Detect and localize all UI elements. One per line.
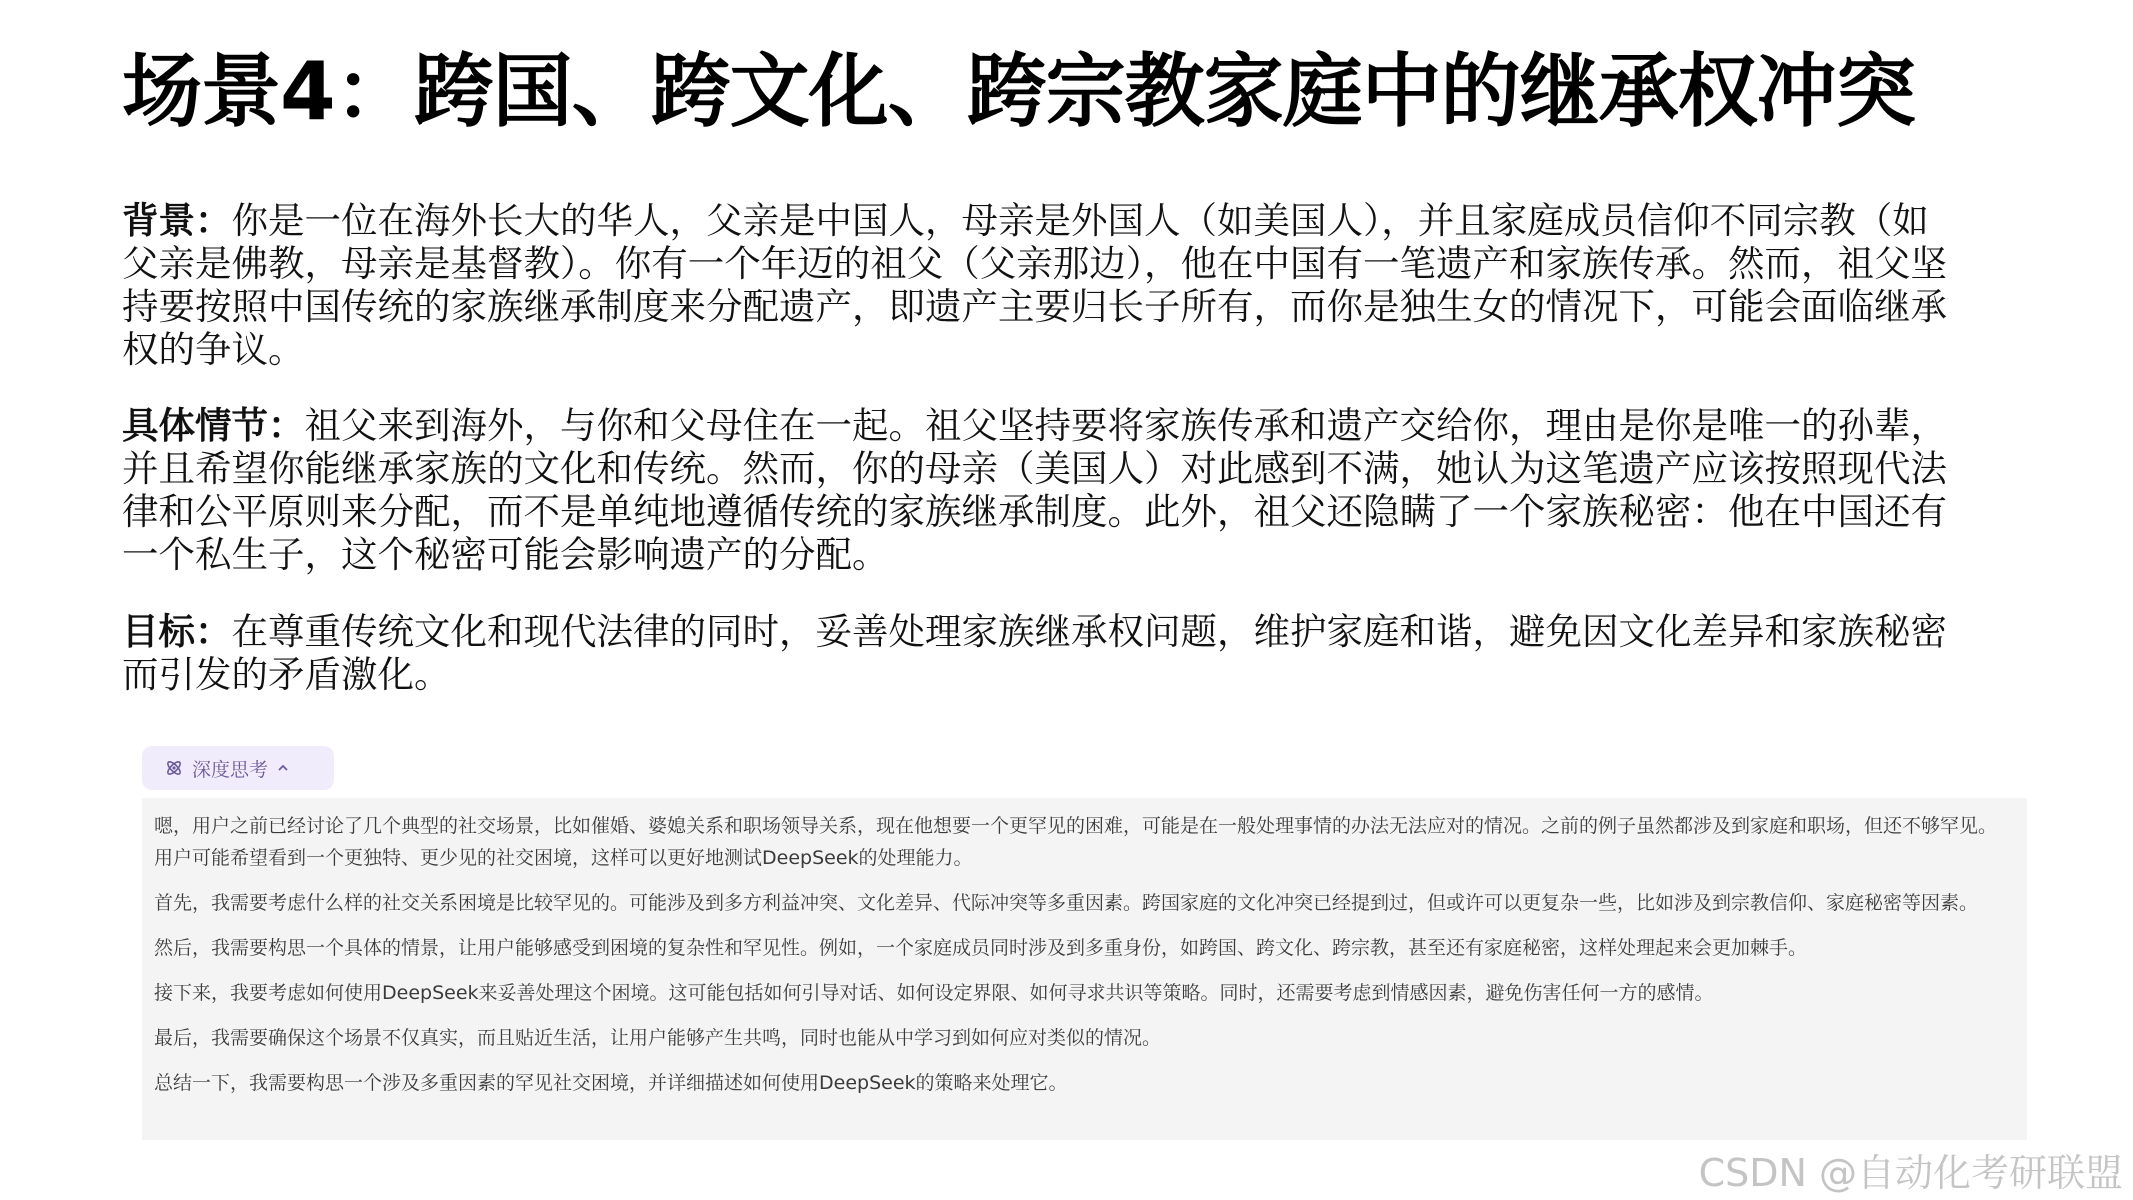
- section-goal-text: 在尊重传统文化和现代法律的同时，妥善处理家族继承权问题，维护家庭和谐，避免因文化差异和家族秘密而引发的矛盾激化。: [122, 610, 1947, 696]
- section-plot-text: 祖父来到海外，与你和父母住在一起。祖父坚持要将家族传承和遗产交给你，理由是你是唯一的孙辈，并且希望你能继承家族的文化和传统。然而，你的母亲（美国人）对此感到不满，她认为这笔遗产应该按照现代法律和公平原则来分配，而不是单纯地遵循传统的家族继承制度。此外，祖父还隐瞒了一个家族秘密：他在中国还有一个私生子，这个秘密可能会影响遗产的分配。: [122, 404, 1947, 576]
- section-background: [122, 199, 1952, 371]
- thinking-paragraph: 总结一下，我需要构思一个涉及多重因素的罕见社交困境，并详细描述如何使用DeepSeek的策略来处理它。: [154, 1072, 1068, 1094]
- page-title: 场景4：跨国、跨文化、跨宗教家庭中的继承权冲突: [122, 45, 1915, 138]
- section-background-label: 背景：: [122, 199, 232, 242]
- watermark: CSDN @自动化考研联盟: [1698, 1151, 2123, 1195]
- thinking-paragraph: 最后，我需要确保这个场景不仅真实，而且贴近生活，让用户能够产生共鸣，同时也能从中学习到如何应对类似的情况。: [154, 1027, 1162, 1049]
- thinking-paragraph: 然后，我需要构思一个具体的情景，让用户能够感受到困境的复杂性和罕见性。例如，一个家庭成员同时涉及到多重身份，如跨国、跨文化、跨宗教，甚至还有家庭秘密，这样处理起来会更加棘手。: [154, 937, 1808, 959]
- thinking-paragraph: 首先，我需要考虑什么样的社交关系困境是比较罕见的。可能涉及到多方利益冲突、文化差异、代际冲突等多重因素。跨国家庭的文化冲突已经提到过，但或许可以更复杂一些，比如涉及到宗教信仰、家庭秘密等因素。: [154, 892, 1979, 914]
- section-plot: [122, 404, 1952, 576]
- deep-thinking-toggle-button[interactable]: [142, 746, 334, 790]
- section-goal: [122, 610, 1952, 696]
- atom-icon: [164, 758, 184, 778]
- thinking-paragraph: 接下来，我要考虑如何使用DeepSeek来妥善处理这个困境。这可能包括如何引导对话、如何设定界限、如何寻求共识等策略。同时，还需要考虑到情感因素，避免伤害任何一方的感情。: [154, 982, 1714, 1004]
- deep-thinking-label: 深度思考: [192, 758, 269, 781]
- section-background-text: 你是一位在海外长大的华人，父亲是中国人，母亲是外国人（如美国人），并且家庭成员信仰不同宗教（如父亲是佛教，母亲是基督教）。你有一个年迈的祖父（父亲那边），他在中国有一笔遗产和家族传承。然而，祖父坚持要按照中国传统的家族继承制度来分配遗产，即遗产主要归长子所有，而你是独生女的情况下，可能会面临继承权的争议。: [122, 199, 1947, 371]
- chevron-up-icon: [276, 761, 290, 775]
- thinking-content-panel: [142, 798, 2027, 1140]
- thinking-paragraph: 嗯，用户之前已经讨论了几个典型的社交场景，比如催婚、婆媳关系和职场领导关系，现在他想要一个更罕见的困难，可能是在一般处理事情的办法无法应对的情况。之前的例子虽然都涉及到家庭和职场，但还不够罕见。用户可能希望看到一个更独特、更少见的社交困境，这样可以更好地测试DeepSeek的处理能力。: [154, 815, 1998, 869]
- section-goal-label: 目标：: [122, 610, 232, 653]
- section-plot-label: 具体情节：: [122, 404, 305, 447]
